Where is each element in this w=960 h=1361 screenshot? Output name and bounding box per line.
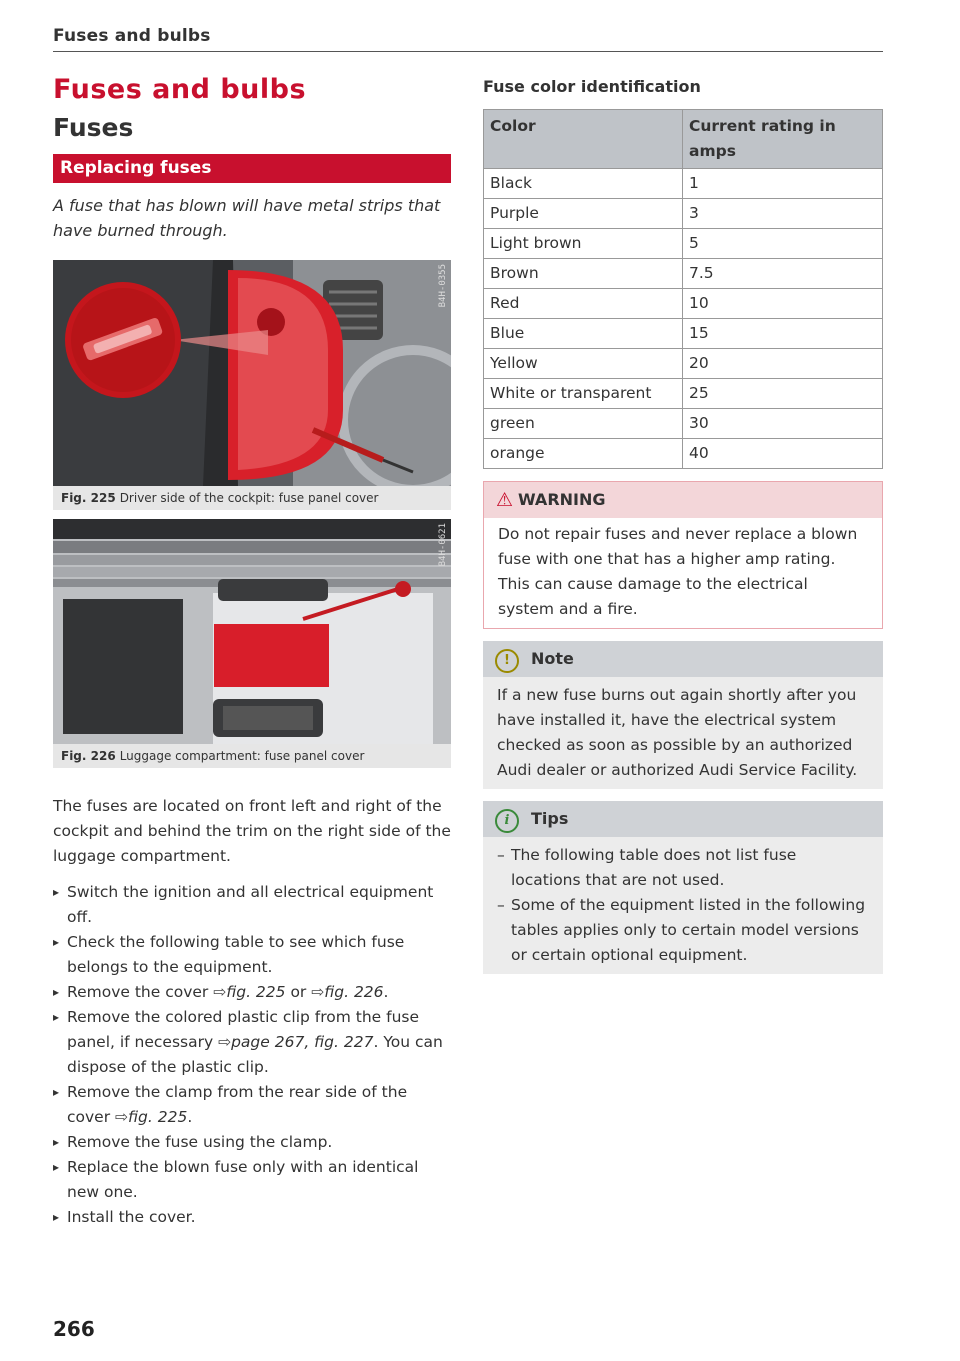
- table-cell: 7.5: [683, 259, 883, 289]
- table-row: [484, 229, 883, 259]
- figure-code: B4H-0355: [438, 264, 448, 308]
- table-cell: green: [484, 409, 683, 439]
- note-box: [483, 641, 883, 789]
- table-cell: 5: [683, 229, 883, 259]
- table-cell: Light brown: [484, 229, 683, 259]
- table-row: [484, 409, 883, 439]
- luggage-compartment-illustration: [53, 519, 451, 744]
- chapter-title: Fuses and bulbs: [53, 74, 307, 105]
- step-text: Remove the colored plastic clip from the fuse panel, if necessary: [67, 1008, 420, 1051]
- exclamation-circle-icon: !: [495, 649, 519, 673]
- table-header-row: [484, 110, 883, 169]
- figure-225: [53, 260, 451, 510]
- table-cell: Brown: [484, 259, 683, 289]
- figure-caption: [53, 486, 451, 510]
- column-header-color: Color: [484, 110, 683, 169]
- column-header-rating: Current rating in amps: [683, 110, 883, 169]
- cross-ref-arrow-icon: ⇨: [115, 1108, 129, 1126]
- note-text: If a new fuse burns out again shortly after you have installed it, have the electrical system checked as soon as possible by an authorized Audi dealer or authorized Audi Service Facility.: [497, 686, 858, 779]
- step-text: Remove the clamp from the rear side of the cover: [67, 1083, 408, 1126]
- intro-paragraph: The fuses are located on front left and right of the cockpit and behind the trim on the right side of the luggage compartment.: [53, 797, 451, 865]
- table-row: [484, 439, 883, 469]
- cross-ref-arrow-icon: ⇨: [311, 983, 325, 1001]
- figure-reference-link[interactable]: fig. 226: [324, 983, 384, 1001]
- table-cell: 1: [683, 169, 883, 199]
- figure-reference-link[interactable]: fig. 225: [226, 983, 286, 1001]
- table-row: [484, 259, 883, 289]
- table-cell: orange: [484, 439, 683, 469]
- tips-list: [497, 843, 869, 968]
- table-cell: 3: [683, 199, 883, 229]
- table-cell: White or transparent: [484, 379, 683, 409]
- page-number: 266: [53, 1317, 95, 1341]
- table-cell: 20: [683, 349, 883, 379]
- warning-triangle-icon: ⚠: [496, 489, 514, 511]
- cockpit-illustration: [53, 260, 451, 486]
- warning-header: [484, 482, 882, 518]
- step-text: .: [187, 1108, 193, 1126]
- table-cell: 30: [683, 409, 883, 439]
- table-cell: 10: [683, 289, 883, 319]
- list-item: – Some of the equipment listed in the following tables applies only to certain model versions or certain optional equipment.: [497, 893, 869, 968]
- subsection-title: Replacing fuses: [53, 154, 451, 183]
- figure-caption-text: Luggage compartment: fuse panel cover: [119, 749, 365, 763]
- step-item: [53, 1005, 451, 1080]
- table-cell: Red: [484, 289, 683, 319]
- step-item: ▸ Remove the fuse using the clamp.: [53, 1130, 451, 1155]
- list-item: – The following table does not list fuse locations that are not used.: [497, 843, 869, 893]
- table-cell: 15: [683, 319, 883, 349]
- table-title: Fuse color identification: [483, 77, 701, 96]
- figure-label: Fig. 225: [61, 491, 116, 505]
- step-item: ▸ Replace the blown fuse only with an identical new one.: [53, 1155, 451, 1205]
- info-circle-icon: i: [495, 809, 519, 833]
- figure-caption: [53, 744, 451, 768]
- table-row: [484, 289, 883, 319]
- running-head: Fuses and bulbs: [53, 26, 211, 46]
- tips-header: [483, 801, 883, 837]
- table-cell: 25: [683, 379, 883, 409]
- step-text: Remove the cover: [67, 983, 214, 1001]
- section-title: Fuses: [53, 113, 134, 142]
- figure-reference-link[interactable]: fig. 225: [128, 1108, 188, 1126]
- table-row: [484, 169, 883, 199]
- figure-226: [53, 519, 451, 768]
- step-item: [53, 1080, 451, 1130]
- left-column: [53, 72, 451, 1230]
- note-title: Note: [531, 649, 574, 668]
- cross-ref-arrow-icon: ⇨: [218, 1033, 232, 1051]
- warning-box: [483, 481, 883, 629]
- table-cell: Blue: [484, 319, 683, 349]
- figure-label: Fig. 226: [61, 749, 116, 763]
- header-rule: [53, 51, 883, 52]
- figure-caption-text: Driver side of the cockpit: fuse panel cover: [119, 491, 379, 505]
- step-item: ▸ Switch the ignition and all electrical equipment off.: [53, 880, 451, 930]
- luggage-fuse-panel-photo: [53, 519, 451, 744]
- step-item: [53, 980, 451, 1005]
- warning-title: WARNING: [518, 490, 606, 509]
- right-column: [483, 72, 883, 974]
- cockpit-fuse-panel-photo: [53, 260, 451, 486]
- step-text: . You can dispose of the plastic clip.: [67, 1033, 443, 1076]
- table-row: [484, 319, 883, 349]
- table-cell: Purple: [484, 199, 683, 229]
- note-header: [483, 641, 883, 677]
- step-text: or: [285, 983, 312, 1001]
- table-cell: Yellow: [484, 349, 683, 379]
- table-row: [484, 349, 883, 379]
- table-cell: Black: [484, 169, 683, 199]
- tips-body: [483, 837, 883, 974]
- table-row: [484, 379, 883, 409]
- step-item: ▸ Check the following table to see which fuse belongs to the equipment.: [53, 930, 451, 980]
- fuse-color-table: [483, 109, 883, 469]
- step-item: ▸ Install the cover.: [53, 1205, 451, 1230]
- warning-text: Do not repair fuses and never replace a blown fuse with one that has a higher amp rating. This can cause damage to the electrical system and a fire.: [498, 525, 858, 618]
- tips-title: Tips: [531, 809, 569, 828]
- table-row: [484, 199, 883, 229]
- figure-code: B4H-0621: [438, 523, 448, 567]
- lead-text: A fuse that has blown will have metal strips that have burned through.: [53, 196, 441, 240]
- page-reference-link[interactable]: page 267, fig. 227: [231, 1033, 374, 1051]
- step-text: .: [383, 983, 389, 1001]
- cross-ref-arrow-icon: ⇨: [213, 983, 227, 1001]
- instruction-steps: [53, 880, 451, 1230]
- tips-box: [483, 801, 883, 974]
- table-cell: 40: [683, 439, 883, 469]
